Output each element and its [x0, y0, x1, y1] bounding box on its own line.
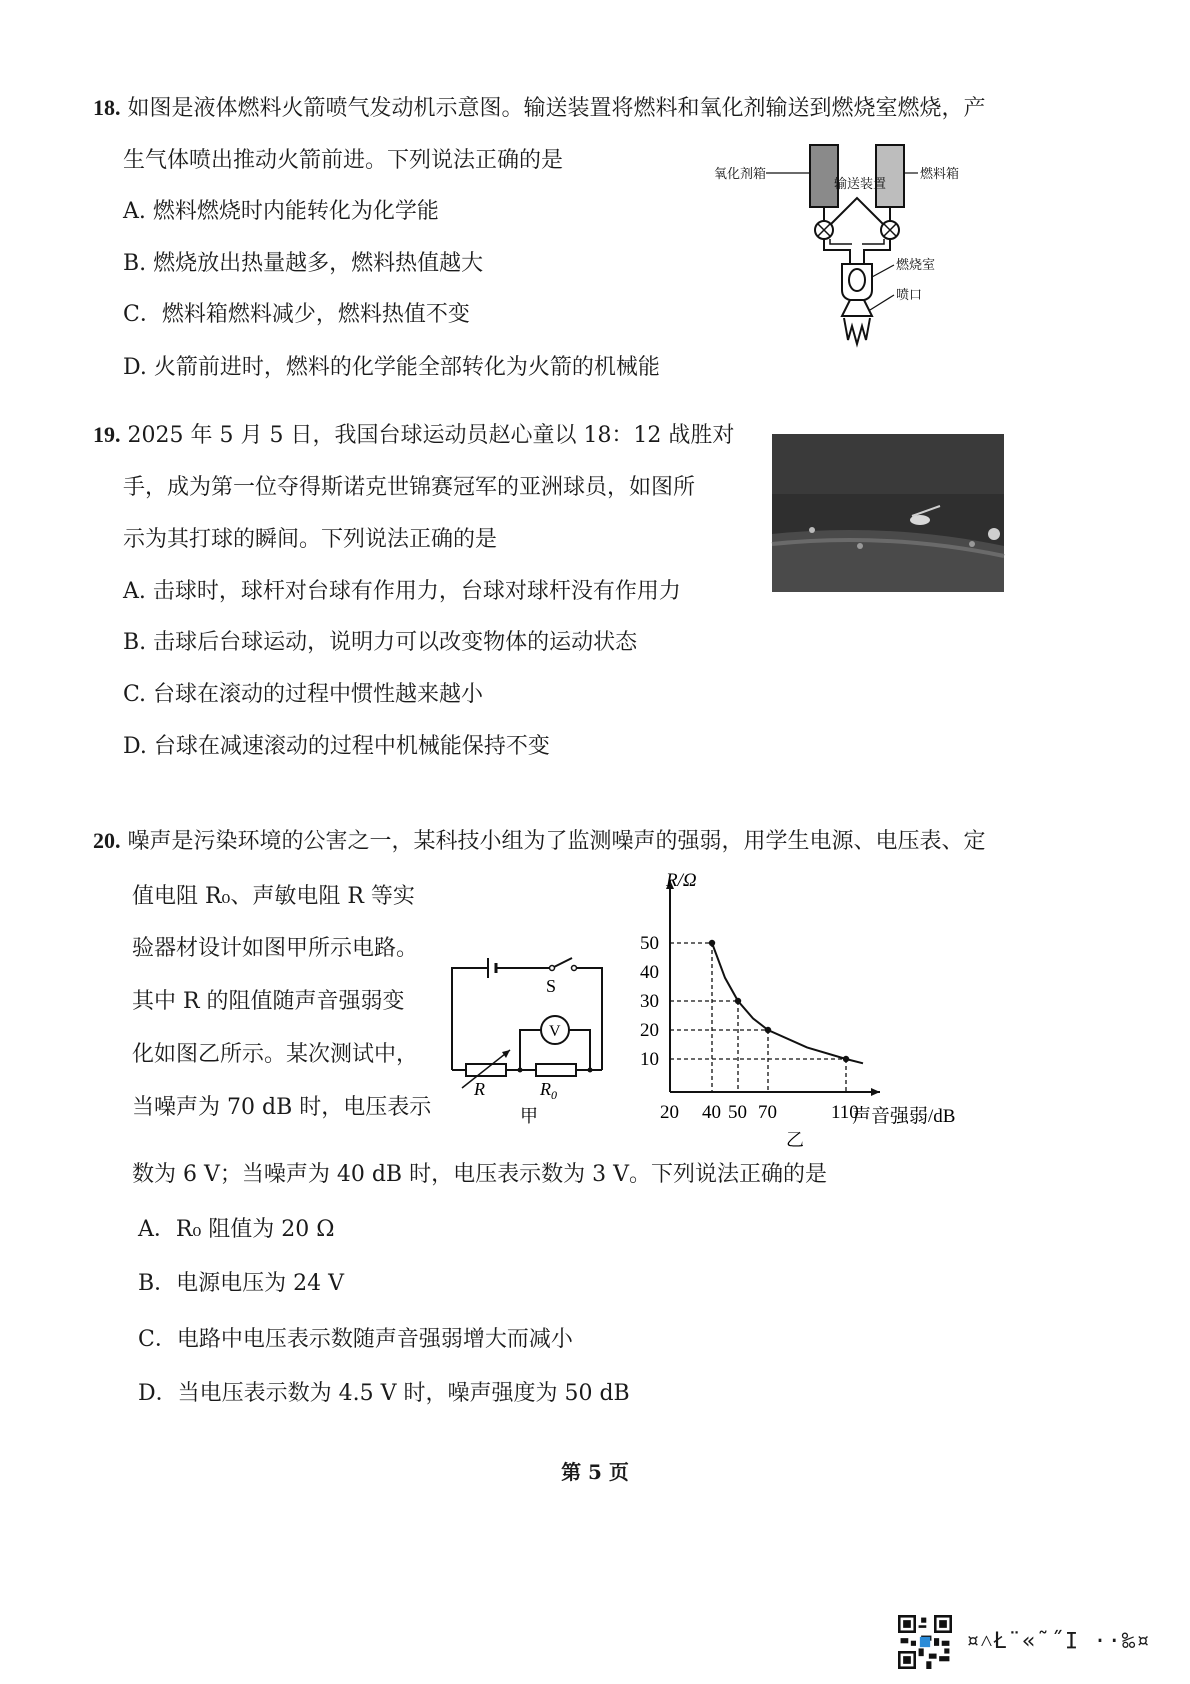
q19-stem-line3: 示为其打球的瞬间。下列说法正确的是 — [123, 527, 498, 552]
y-tick-label: 30 — [640, 991, 659, 1012]
flame-icon — [844, 318, 870, 344]
y-tick-label: 50 — [640, 933, 659, 954]
voltmeter-label: V — [549, 1023, 561, 1040]
nozzle-label: 喷口 — [896, 288, 923, 303]
q20-option-b: B．电源电压为 24 V — [138, 1271, 345, 1296]
data-point — [735, 998, 741, 1004]
q19-option-b: B. 击球后台球运动，说明力可以改变物体的运动状态 — [123, 630, 638, 655]
q20-side-line2: 验器材设计如图甲所示电路。 — [132, 936, 419, 961]
y-axis-label: R/Ω — [666, 870, 697, 891]
q18-stem-text: 如图是液体燃料火箭喷气发动机示意图。输送装置将燃料和氧化剂输送到燃烧室燃烧，产 — [127, 96, 986, 121]
q19-option-c: C. 台球在滚动的过程中惯性越来越小 — [123, 682, 484, 707]
q20-option-a: A．R₀ 阻值为 20 Ω — [138, 1217, 335, 1242]
x-tick-label: 70 — [758, 1102, 777, 1123]
x-tick-label: 40 — [702, 1102, 721, 1123]
nozzle — [842, 300, 872, 316]
oxidizer-tank — [810, 145, 838, 207]
q20-stem-text: 噪声是污染环境的公害之一，某科技小组为了监测噪声的强弱，用学生电源、电压表、定 — [127, 829, 986, 854]
scanner-watermark: ¤˄Ł¨«˜˝Ι ··‰¤ — [966, 1629, 1151, 1654]
graph-guides — [670, 943, 846, 1092]
ball — [857, 543, 863, 549]
page-number: 第 5 页 — [561, 1460, 629, 1484]
graph-y-ticks — [640, 933, 659, 1070]
data-point — [765, 1027, 771, 1033]
rocket-engine-figure — [714, 140, 978, 360]
q18-option-b: B. 燃烧放出热量越多，燃料热值越大 — [123, 251, 484, 276]
x-tick-label: 20 — [660, 1102, 679, 1123]
q20-option-c: C．电路中电压表示数随声音强弱增大而减小 — [138, 1327, 573, 1352]
fuel-tank-label: 燃料箱 — [920, 167, 960, 182]
ball — [969, 541, 975, 547]
x-tick-label: 110 — [831, 1102, 859, 1123]
qr-code-icon — [898, 1615, 952, 1669]
snooker-scene — [772, 434, 1004, 592]
ball — [809, 527, 815, 533]
switch-label: S — [546, 976, 557, 996]
data-point — [843, 1056, 849, 1062]
resistance-curve — [712, 943, 863, 1063]
y-tick-label: 40 — [640, 962, 659, 983]
q19-stem-text: 2025 年 5 月 5 日，我国台球运动员赵心童以 18：12 战胜对 — [127, 423, 735, 448]
q19-option-d: D. 台球在减速滚动的过程中机械能保持不变 — [123, 734, 550, 759]
q18-option-c: C．燃料箱燃料减少，燃料热值不变 — [123, 302, 470, 327]
x-axis-arrow — [871, 1088, 880, 1096]
q20-side-line1: 值电阻 R₀、声敏电阻 R 等实 — [132, 884, 415, 909]
circuit-diagram — [440, 950, 620, 1130]
graph-axes — [666, 880, 880, 1096]
fixed-resistor — [536, 1064, 576, 1076]
q20-side-line3: 其中 R 的阻值随声音强弱变 — [132, 989, 405, 1014]
fuel-tank — [876, 145, 904, 207]
q20-stem-last: 数为 6 V；当噪声为 40 dB 时，电压表示数为 3 V。下列说法正确的是 — [132, 1162, 827, 1187]
sound-sensitive-resistor — [466, 1064, 506, 1076]
data-point — [709, 940, 715, 946]
q20-side-line5: 当噪声为 70 dB 时，电压表示 — [132, 1095, 432, 1120]
circuit-caption: 甲 — [520, 1106, 538, 1126]
q18-stem-line1 — [93, 93, 986, 124]
q20-number: 20. — [93, 828, 121, 853]
x-axis-label: 声音强弱/dB — [852, 1106, 956, 1127]
y-tick-label: 10 — [640, 1049, 659, 1070]
q19-option-a: A. 击球时，球杆对台球有作用力，台球对球杆没有作用力 — [123, 579, 681, 604]
q18-number: 18. — [93, 95, 121, 120]
q20-option-d: D．当电压表示数为 4.5 V 时，噪声强度为 50 dB — [138, 1381, 630, 1406]
q18-stem-line2: 生气体喷出推动火箭前进。下列说法正确的是 — [123, 148, 564, 173]
y-tick-label: 20 — [640, 1020, 659, 1041]
graph-caption: 乙 — [786, 1130, 804, 1150]
snooker-photo — [772, 434, 1004, 592]
q20-stem-line1 — [93, 826, 986, 857]
q18-option-a: A. 燃料燃烧时内能转化为化学能 — [123, 199, 439, 224]
q19-stem-line1 — [93, 420, 734, 451]
chamber-label: 燃烧室 — [896, 258, 936, 273]
q19-number: 19. — [93, 422, 121, 447]
ball — [988, 528, 1000, 540]
q18-option-d: D. 火箭前进时，燃料的化学能全部转化为火箭的机械能 — [123, 355, 660, 380]
transport-device-label: 输送装置 — [834, 177, 887, 192]
graph-x-ticks — [660, 1102, 859, 1123]
q19-stem-line2: 手，成为第一位夺得斯诺克世锦赛冠军的亚洲球员，如图所 — [123, 475, 696, 500]
oxidizer-tank-label: 氧化剂箱 — [714, 167, 767, 182]
x-tick-label: 50 — [728, 1102, 747, 1123]
q20-side-line4: 化如图乙所示。某次测试中， — [132, 1042, 419, 1067]
resistance-graph — [640, 870, 1020, 1150]
resistor-r0-label: $R_0$ — [540, 1079, 557, 1102]
resistor-r-label: R — [474, 1079, 485, 1099]
